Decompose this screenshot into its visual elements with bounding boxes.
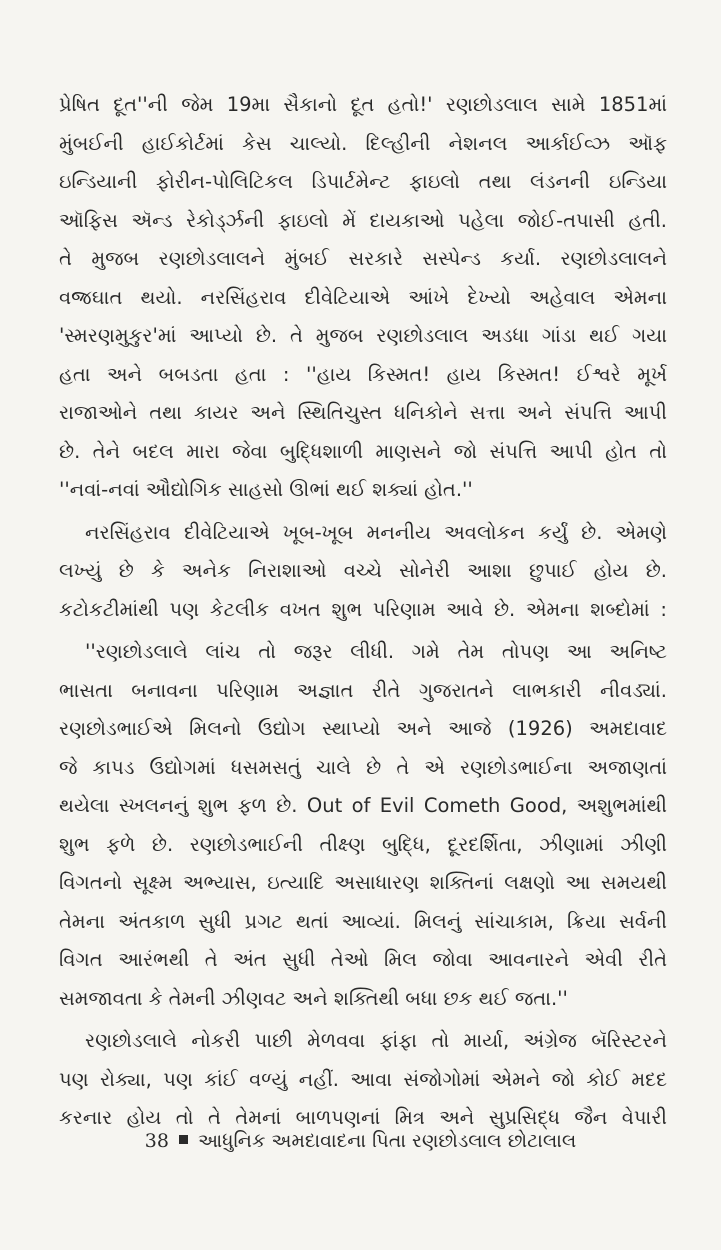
text-line: ''રણછોડલાલે લાંચ તો જરૂર લીધી. ગમે તેમ તોપણ આ અનિષ્ટ	[85, 640, 667, 663]
paragraph	[59, 86, 667, 510]
text-line: ભાસતા બનાવના પરિણામ અજ્ઞાત રીતે ગુજરાતને લાભકારી નીવડ્યાં.	[59, 678, 667, 702]
separator-square-icon	[179, 1135, 188, 1144]
text-line: રણછોડભાઈએ મિલનો ઉદ્યોગ સ્થાપ્યો અને આજે (1926) અમદાવાદ	[59, 717, 667, 740]
text-line: વિગતનો સૂક્ષ્મ અભ્યાસ, ઇત્યાદિ અસાધારણ શક્તિનાં લક્ષણો આ સમયથી	[59, 871, 667, 894]
page-footer	[0, 1130, 721, 1152]
text-line: તેમના અંતકાળ સુધી પ્રગટ થતાં આવ્યાં. મિલનું સાંચાકામ, ક્રિયા સર્વની	[59, 909, 667, 933]
text-line: કરનાર હોય તો તે તેમનાં બાળપણનાં મિત્ર અને સુપ્રસિદ્ધ જૈન વેપારી	[59, 1106, 667, 1129]
running-book-title: આધુનિક અમદાવાદના પિતા રણછોડલાલ છોટાલાલ	[197, 1130, 577, 1152]
page-body	[59, 86, 667, 1138]
page-number: 38	[144, 1130, 169, 1152]
text-line: ઇન્ડિયાની ફોરીન-પોલિટિકલ ડિપાર્ટમેન્ટ ફાઇલો તથા લંડનની ઇન્ડિયા	[59, 170, 667, 193]
text-line: હતા અને બબડતા હતા : ''હાય કિસ્મત! હાય કિસ્મત! ઈશ્વરે મૂર્ખ	[59, 362, 667, 386]
text-line: સમજાવતા કે તેમની ઝીણવટ અને શક્તિથી બધા છક થઈ જતા.''	[59, 986, 568, 1010]
text-line: વજ્રઘાત થયો. નરસિંહરાવ દીવેટિયાએ આંખે દેખ્યો અહેવાલ એમના	[59, 285, 667, 309]
text-line: રણછોડલાલે નોકરી પાછી મેળવવા ફાંફા તો માર્યા, અંગ્રેજ બૅરિસ્ટરને	[85, 1029, 667, 1052]
text-line: મુંબઈની હાઈકોર્ટમાં કેસ ચાલ્યો. દિલ્હીની નેશનલ આર્કાઈવ્ઝ ઑફ	[59, 131, 667, 155]
text-line: જે કાપડ ઉદ્યોગમાં ધસમસતું ચાલે છે તે એ રણછોડભાઈના અજાણતાં	[59, 755, 667, 779]
quotation-paragraph	[59, 633, 667, 1018]
text-line: થયેલા સ્ખલનનું શુભ ફળ છે. Out of Evil Cometh Good, અશુભમાંથી	[59, 794, 667, 817]
text-line: નરસિંહરાવ દીવેટિયાએ ખૂબ-ખૂબ મનનીય અવલોકન કર્યું છે. એમણે	[85, 520, 667, 544]
text-line: વિગત આરંભથી તે અંત સુધી તેઓ મિલ જોવા આવનારને એવી રીતે	[59, 948, 667, 971]
text-line: રાજાઓને તથા કાયર અને સ્થિતિચુસ્ત ધનિકોને સત્તા અને સંપત્તિ આપી	[59, 401, 667, 424]
text-line: ''નવાં-નવાં ઔદ્યોગિક સાહસો ઊભાં થઈ શક્યાં હોત.''	[59, 478, 473, 501]
text-line: લખ્યું છે કે અનેક નિરાશાઓ વચ્ચે સોનેરી આશા છુપાઈ હોય છે.	[59, 559, 667, 582]
text-line: કટોકટીમાંથી પણ કેટલીક વખત શુભ પરિણામ આવે છે. એમના શબ્દોમાં :	[59, 597, 667, 621]
paragraph	[59, 1022, 667, 1138]
text-line: પણ રોક્યા, પણ કાંઈ વળ્યું નહીં. આવા સંજોગોમાં એમને જો કોઈ મદદ	[59, 1067, 667, 1091]
text-line: 'સ્મરણમુકુર'માં આપ્યો છે. તે મુજબ રણછોડલાલ અડધા ગાંડા થઈ ગયા	[59, 324, 667, 347]
text-line: છે. તેને બદલ મારા જેવા બુદ્ધિશાળી માણસને જો સંપત્તિ આપી હોત તો	[59, 439, 667, 463]
text-line: ઑફિસ ઍન્ડ રેકોર્ડ્ઝની ફાઇલો મેં દાયકાઓ પહેલા જોઈ-તપાસી હતી.	[59, 208, 667, 232]
text-line: તે મુજબ રણછોડલાલને મુંબઈ સરકારે સસ્પેન્ડ કર્યા. રણછોડલાલને	[59, 247, 667, 270]
text-line: પ્રેષિત દૂત''ની જેમ 19મા સૈકાનો દૂત હતો!' રણછોડલાલ સામે 1851માં	[59, 93, 667, 116]
paragraph	[59, 514, 667, 630]
text-line: શુભ ફળે છે. રણછોડભાઈની તીક્ષ્ણ બુદ્ધિ, દૂરદર્શિતા, ઝીણામાં ઝીણી	[59, 832, 667, 856]
